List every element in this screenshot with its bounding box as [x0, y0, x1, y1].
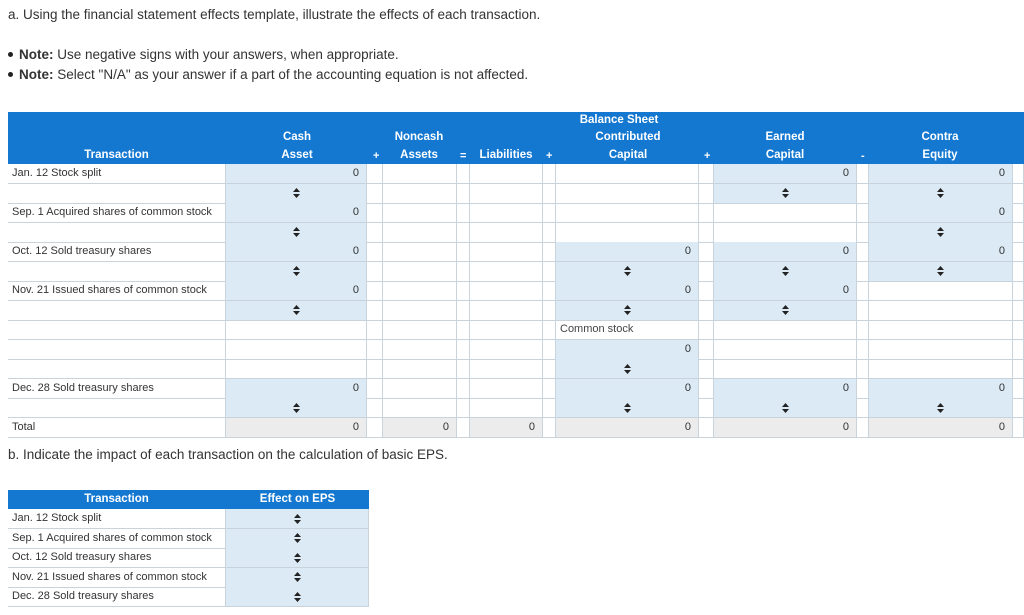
cell-gap2	[457, 164, 470, 184]
eps-row-label-cell	[8, 587, 226, 607]
cell-noncash	[383, 418, 457, 438]
cell-gap3	[543, 223, 556, 243]
cell-ce[interactable]	[869, 203, 1013, 223]
cell-cc[interactable]	[556, 359, 699, 379]
cell-liabilities	[470, 223, 543, 243]
amount-value: 0	[352, 245, 359, 257]
cell-gap1	[367, 398, 383, 418]
row-label-cell	[8, 203, 226, 223]
eps-row-label-cell	[8, 548, 226, 568]
cell-gap1	[367, 242, 383, 262]
header-plus-2: +	[546, 150, 553, 162]
cell-gap3	[543, 262, 556, 282]
amount-value: 0	[998, 420, 1005, 433]
cell-gap3	[543, 418, 556, 438]
cell-cc[interactable]	[556, 281, 699, 301]
header-cash-1: Cash	[282, 131, 312, 143]
cell-ec[interactable]	[714, 242, 857, 262]
cell-gap2	[457, 184, 470, 204]
cell-ec[interactable]	[714, 184, 857, 204]
cell-gap3	[543, 281, 556, 301]
row-label-cell	[8, 320, 226, 340]
cell-noncash	[383, 184, 457, 204]
cell-cc[interactable]	[556, 262, 699, 282]
header-cash-2: Asset	[281, 149, 313, 161]
cell-gap4	[699, 281, 714, 301]
cell-gap5	[857, 203, 869, 223]
cell-ce	[869, 418, 1013, 438]
cell-cc	[556, 418, 699, 438]
eps-effect-select[interactable]	[226, 568, 369, 588]
row-label-cell	[8, 184, 226, 204]
select-arrows-icon[interactable]	[556, 359, 698, 378]
cell-gap3	[543, 398, 556, 418]
cell-gap6	[1013, 379, 1024, 399]
cell-cc	[556, 320, 699, 340]
select-arrows-icon[interactable]	[226, 301, 366, 320]
header-ec-2: Capital	[765, 149, 805, 161]
row-label-cell	[8, 379, 226, 399]
cell-cc[interactable]	[556, 340, 699, 360]
cell-ec	[714, 359, 857, 379]
cell-ce	[869, 340, 1013, 360]
eps-transaction-label: Jan. 12 Stock split	[12, 512, 102, 524]
header-transaction: Transaction	[84, 149, 149, 161]
cell-gap5	[857, 281, 869, 301]
cell-cash[interactable]	[226, 301, 367, 321]
amount-value: 0	[442, 420, 449, 433]
amount-value: 0	[684, 284, 691, 296]
cell-gap1	[367, 320, 383, 340]
select-arrows-icon[interactable]	[226, 184, 366, 203]
cell-gap5	[857, 184, 869, 204]
row-label-cell	[8, 242, 226, 262]
row-label-cell	[8, 223, 226, 243]
cell-noncash	[383, 203, 457, 223]
amount-value: 0	[352, 206, 359, 218]
cell-gap4	[699, 340, 714, 360]
cell-gap6	[1013, 203, 1024, 223]
cell-gap5	[857, 398, 869, 418]
eps-row-label-cell	[8, 509, 226, 529]
cell-gap2	[457, 418, 470, 438]
cell-ec	[714, 320, 857, 340]
cell-gap2	[457, 340, 470, 360]
cell-liabilities	[470, 379, 543, 399]
row-label-cell	[8, 418, 226, 438]
amount-value: 0	[998, 206, 1005, 218]
amount-value: 0	[842, 167, 849, 179]
cell-liabilities	[470, 164, 543, 184]
row-label-cell	[8, 301, 226, 321]
amount-value: 0	[684, 245, 691, 257]
cell-ce[interactable]	[869, 398, 1013, 418]
header-group-title: Balance Sheet	[579, 114, 659, 126]
transaction-label: Oct. 12 Sold treasury shares	[12, 245, 152, 257]
cell-gap2	[457, 262, 470, 282]
cell-cash	[226, 359, 367, 379]
eps-transaction-label: Sep. 1 Acquired shares of common stock	[12, 531, 212, 544]
cell-ce	[869, 281, 1013, 301]
cell-cash[interactable]	[226, 203, 367, 223]
cell-noncash	[383, 281, 457, 301]
header-noncash-2: Assets	[400, 149, 438, 161]
select-arrows-icon[interactable]	[714, 184, 856, 203]
cell-cash[interactable]	[226, 262, 367, 282]
cell-gap1	[367, 281, 383, 301]
eps-header-effect: Effect on EPS	[259, 493, 336, 505]
cell-liabilities	[470, 301, 543, 321]
cell-noncash	[383, 359, 457, 379]
cell-cc[interactable]	[556, 301, 699, 321]
cell-liabilities	[470, 184, 543, 204]
select-arrows-icon[interactable]	[226, 262, 366, 281]
cell-gap2	[457, 281, 470, 301]
cell-cc	[556, 184, 699, 204]
amount-value: 0	[528, 420, 535, 433]
amount-value: 0	[998, 167, 1005, 179]
eps-effect-select[interactable]	[226, 548, 369, 568]
cell-gap5	[857, 359, 869, 379]
cell-ec[interactable]	[714, 164, 857, 184]
select-arrows-icon[interactable]	[869, 398, 1012, 417]
select-arrows-icon[interactable]	[869, 223, 1012, 242]
cell-gap3	[543, 379, 556, 399]
cell-liabilities	[470, 320, 543, 340]
cell-noncash	[383, 301, 457, 321]
select-arrows-icon[interactable]	[714, 262, 856, 281]
cell-ec[interactable]	[714, 379, 857, 399]
select-arrows-icon[interactable]	[226, 587, 368, 606]
cell-gap6	[1013, 281, 1024, 301]
row-label-cell	[8, 398, 226, 418]
cell-gap1	[367, 340, 383, 360]
cell-noncash	[383, 262, 457, 282]
cell-gap2	[457, 223, 470, 243]
eps-effect-select[interactable]	[226, 529, 369, 549]
cell-gap6	[1013, 164, 1024, 184]
cell-gap1	[367, 379, 383, 399]
eps-row-label-cell	[8, 529, 226, 549]
cell-gap5	[857, 223, 869, 243]
note-label: Note:	[19, 47, 54, 62]
cell-gap4	[699, 164, 714, 184]
cell-gap6	[1013, 223, 1024, 243]
cell-cash[interactable]	[226, 281, 367, 301]
cell-ec	[714, 203, 857, 223]
cell-gap4	[699, 398, 714, 418]
amount-value: 0	[684, 381, 691, 394]
select-arrows-icon[interactable]	[556, 301, 698, 320]
cell-ec	[714, 223, 857, 243]
eps-effect-select[interactable]	[226, 509, 369, 529]
cell-cash[interactable]	[226, 223, 367, 243]
amount-value: 0	[684, 342, 691, 355]
cell-gap4	[699, 320, 714, 340]
header-minus: -	[861, 150, 865, 162]
header-cc-2: Capital	[608, 149, 648, 161]
cell-gap2	[457, 301, 470, 321]
question-a: a. Using the financial statement effects template, illustrate the effects of each transaction.	[8, 7, 541, 22]
amount-value: 0	[352, 381, 359, 394]
amount-value: 0	[842, 420, 849, 433]
cell-cc	[556, 203, 699, 223]
cell-liabilities	[470, 203, 543, 223]
cell-cash[interactable]	[226, 242, 367, 262]
cell-gap2	[457, 320, 470, 340]
cell-noncash	[383, 340, 457, 360]
cell-gap5	[857, 164, 869, 184]
cell-cash	[226, 340, 367, 360]
cell-gap1	[367, 203, 383, 223]
eps-effect-select[interactable]	[226, 587, 369, 607]
amount-value: 0	[998, 245, 1005, 257]
cell-gap6	[1013, 398, 1024, 418]
cell-ec[interactable]	[714, 301, 857, 321]
cell-gap5	[857, 340, 869, 360]
cell-ce[interactable]	[869, 223, 1013, 243]
cell-ce[interactable]	[869, 164, 1013, 184]
header-liabilities: Liabilities	[479, 149, 533, 161]
select-arrows-icon[interactable]	[714, 301, 856, 320]
cell-gap2	[457, 359, 470, 379]
cell-liabilities	[470, 262, 543, 282]
header-plus-1: +	[373, 150, 380, 162]
cell-cash[interactable]	[226, 398, 367, 418]
amount-value: 0	[352, 284, 359, 296]
note-text: Select "N/A" as your answer if a part of the accounting equation is not affected.	[53, 67, 529, 82]
cell-cc[interactable]	[556, 242, 699, 262]
select-arrows-icon[interactable]	[869, 262, 1012, 281]
cell-gap4	[699, 359, 714, 379]
transaction-label: Nov. 21 Issued shares of common stock	[12, 284, 207, 296]
cell-noncash	[383, 164, 457, 184]
amount-value: 0	[842, 381, 849, 394]
amount-value: 0	[352, 420, 359, 433]
cell-gap6	[1013, 301, 1024, 321]
cell-gap6	[1013, 184, 1024, 204]
select-arrows-icon[interactable]	[714, 398, 856, 417]
cell-gap3	[543, 359, 556, 379]
cell-gap5	[857, 320, 869, 340]
select-arrows-icon[interactable]	[556, 262, 698, 281]
cell-cash	[226, 418, 367, 438]
header-ec-1: Earned	[765, 131, 805, 143]
cell-cash[interactable]	[226, 184, 367, 204]
cell-ce[interactable]	[869, 242, 1013, 262]
transaction-label: Dec. 28 Sold treasury shares	[12, 381, 154, 394]
amount-value: 0	[842, 245, 849, 257]
cell-ce	[869, 301, 1013, 321]
total-label: Total	[12, 420, 36, 433]
cell-cash	[226, 320, 367, 340]
cell-liabilities	[470, 418, 543, 438]
cell-noncash	[383, 242, 457, 262]
cell-noncash	[383, 398, 457, 418]
cell-cc[interactable]	[556, 398, 699, 418]
cell-ec	[714, 340, 857, 360]
eps-row-label-cell	[8, 568, 226, 588]
select-arrows-icon[interactable]	[226, 223, 366, 242]
cell-gap3	[543, 184, 556, 204]
cell-noncash	[383, 223, 457, 243]
row-label-cell	[8, 262, 226, 282]
cell-gap5	[857, 262, 869, 282]
cell-gap4	[699, 184, 714, 204]
cell-gap4	[699, 262, 714, 282]
select-arrows-icon[interactable]	[226, 548, 368, 567]
cell-ce[interactable]	[869, 184, 1013, 204]
row-label-cell	[8, 164, 226, 184]
cell-noncash	[383, 320, 457, 340]
note-label: Note:	[19, 67, 54, 82]
cell-cc	[556, 223, 699, 243]
cell-gap4	[699, 203, 714, 223]
eps-transaction-label: Dec. 28 Sold treasury shares	[12, 590, 154, 602]
select-arrows-icon[interactable]	[556, 398, 698, 417]
cell-gap4	[699, 223, 714, 243]
cell-gap4	[699, 379, 714, 399]
cell-gap5	[857, 418, 869, 438]
cell-gap1	[367, 223, 383, 243]
cell-gap4	[699, 418, 714, 438]
cell-liabilities	[470, 281, 543, 301]
cell-cc	[556, 164, 699, 184]
cell-gap3	[543, 320, 556, 340]
cell-ec	[714, 418, 857, 438]
cell-gap1	[367, 301, 383, 321]
cell-liabilities	[470, 359, 543, 379]
account-label: Common stock	[560, 323, 634, 335]
cell-gap3	[543, 340, 556, 360]
amount-value: 0	[684, 420, 691, 433]
cell-gap6	[1013, 320, 1024, 340]
cell-cc[interactable]	[556, 379, 699, 399]
header-noncash-1: Noncash	[394, 131, 444, 143]
bullet-icon	[8, 52, 13, 57]
cell-gap2	[457, 398, 470, 418]
cell-gap3	[543, 242, 556, 262]
header-ce-1: Contra	[921, 131, 959, 143]
cell-gap5	[857, 242, 869, 262]
cell-gap6	[1013, 418, 1024, 438]
cell-ce[interactable]	[869, 379, 1013, 399]
select-arrows-icon[interactable]	[869, 184, 1012, 203]
row-label-cell	[8, 359, 226, 379]
select-arrows-icon[interactable]	[226, 529, 368, 548]
eps-transaction-label: Nov. 21 Issued shares of common stock	[12, 570, 207, 583]
cell-gap5	[857, 379, 869, 399]
note-2	[8, 67, 528, 82]
cell-ce[interactable]	[869, 262, 1013, 282]
select-arrows-icon[interactable]	[226, 509, 368, 528]
cell-gap1	[367, 184, 383, 204]
cell-gap6	[1013, 262, 1024, 282]
question-b: b. Indicate the impact of each transaction on the calculation of basic EPS.	[8, 447, 448, 462]
cell-gap1	[367, 262, 383, 282]
cell-gap4	[699, 301, 714, 321]
cell-ec[interactable]	[714, 262, 857, 282]
cell-gap3	[543, 203, 556, 223]
amount-value: 0	[842, 284, 849, 296]
cell-gap1	[367, 418, 383, 438]
cell-gap3	[543, 164, 556, 184]
cell-gap4	[699, 242, 714, 262]
row-label-cell	[8, 340, 226, 360]
cell-gap3	[543, 301, 556, 321]
cell-liabilities	[470, 398, 543, 418]
select-arrows-icon[interactable]	[226, 568, 368, 587]
select-arrows-icon[interactable]	[226, 398, 366, 417]
eps-transaction-label: Oct. 12 Sold treasury shares	[12, 551, 152, 563]
cell-gap6	[1013, 340, 1024, 360]
amount-value: 0	[998, 381, 1005, 394]
cell-gap1	[367, 164, 383, 184]
cell-gap6	[1013, 242, 1024, 262]
note-1	[8, 47, 399, 62]
cell-liabilities	[470, 242, 543, 262]
cell-gap2	[457, 242, 470, 262]
header-equals: =	[460, 150, 467, 162]
row-label-cell	[8, 281, 226, 301]
eps-header-transaction: Transaction	[84, 493, 149, 505]
header-ce-2: Equity	[922, 149, 958, 161]
cell-cash[interactable]	[226, 379, 367, 399]
cell-ec[interactable]	[714, 281, 857, 301]
transaction-label: Jan. 12 Stock split	[12, 167, 102, 179]
cell-gap1	[367, 359, 383, 379]
cell-gap6	[1013, 359, 1024, 379]
header-cc-1: Contributed	[595, 131, 661, 143]
cell-gap2	[457, 203, 470, 223]
note-text: Use negative signs with your answers, when appropriate.	[53, 47, 399, 62]
cell-cash[interactable]	[226, 164, 367, 184]
cell-gap5	[857, 301, 869, 321]
cell-ec[interactable]	[714, 398, 857, 418]
cell-noncash	[383, 379, 457, 399]
bullet-icon	[8, 72, 13, 77]
cell-ce	[869, 359, 1013, 379]
cell-ce	[869, 320, 1013, 340]
amount-value: 0	[352, 167, 359, 179]
cell-gap2	[457, 379, 470, 399]
transaction-label: Sep. 1 Acquired shares of common stock	[12, 206, 212, 218]
cell-liabilities	[470, 340, 543, 360]
header-plus-3: +	[704, 150, 711, 162]
